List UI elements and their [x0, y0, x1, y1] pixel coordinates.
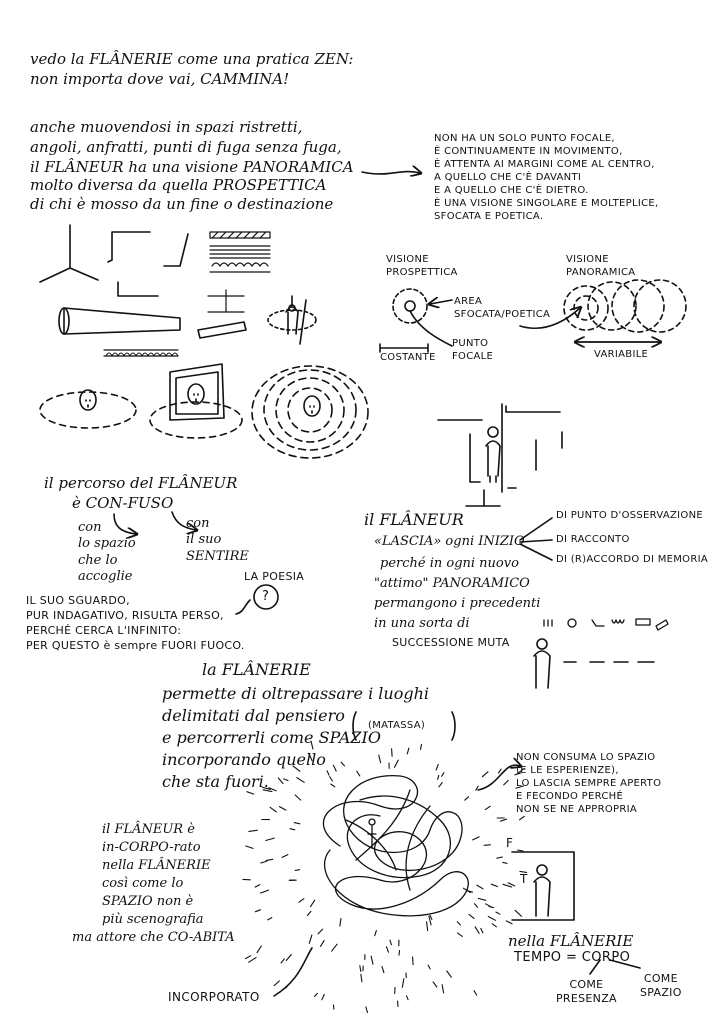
- panorama-line-3: il FLÂNEUR ha una visione PANORAMICA: [30, 158, 354, 176]
- consuma-line-5: NON SE NE APPROPRIA: [516, 804, 638, 815]
- area-label: AREA SFOCATA/POETICA: [454, 296, 551, 320]
- percorso-line-1: il percorso del FLÂNEUR: [44, 474, 238, 492]
- scatter-dash: [281, 959, 284, 963]
- scatter-dash: [421, 744, 422, 749]
- t-label: T: [520, 872, 528, 886]
- scatter-dash: [427, 922, 428, 931]
- scatter-dash: [469, 914, 474, 918]
- lascia-title: il FLÂNEUR: [364, 510, 464, 529]
- scatter-dash: [318, 929, 323, 934]
- tangle-matassa: [323, 776, 468, 916]
- consuma-line-4: E FECONDO PERCHÉ: [516, 791, 624, 802]
- lascia-text-2: "attimo" PANORAMICO: [374, 576, 530, 591]
- sguardo-line-4: PER QUESTO è sempre FUORI FUOCO.: [26, 639, 245, 652]
- scatter-dash: [485, 806, 490, 809]
- scatter-dash: [332, 944, 338, 951]
- costante-label: COSTANTE: [380, 352, 436, 363]
- panorama-line-4: molto diversa da quella PROSPETTICA: [30, 176, 327, 194]
- scatter-dash: [327, 771, 329, 775]
- scatter-dash: [503, 884, 512, 887]
- focal-note-4: A QUELLO CHE C'È DAVANTI: [434, 172, 582, 183]
- incorporato-line-5: SPAZIO non è: [102, 894, 194, 909]
- intro-line-1: vedo la FLÂNERIE come una pratica ZEN:: [30, 50, 354, 68]
- scatter-dash: [357, 771, 360, 776]
- focal-note-1: NON HA UN SOLO PUNTO FOCALE,: [434, 133, 615, 144]
- scatter-dash: [322, 994, 325, 999]
- face-in-frame: [150, 364, 242, 438]
- scatter-dash: [488, 917, 495, 921]
- scattered-dashes: [243, 742, 527, 1013]
- scatter-dash: [458, 933, 463, 936]
- succession-icons: [544, 619, 668, 630]
- incorporato-line-3: nella FLÂNERIE: [102, 858, 211, 873]
- tempo-line-1: nella FLÂNERIE: [508, 932, 634, 950]
- scatter-dash: [457, 922, 460, 925]
- scatter-dash: [249, 830, 257, 831]
- punto-label: PUNTO FOCALE: [452, 338, 494, 362]
- scatter-dash: [315, 993, 318, 996]
- scatter-dash: [299, 899, 304, 903]
- lascia-text-5: SUCCESSIONE MUTA: [392, 636, 510, 649]
- lascia-line: «LASCIA» ogni INIZIO: [374, 534, 525, 549]
- scatter-dash: [447, 971, 452, 977]
- scatter-dash: [500, 819, 506, 821]
- scatter-dash: [341, 762, 344, 766]
- sguardo-line-2: PUR INDAGATIVO, RISULTA PERSO,: [26, 609, 224, 622]
- scatter-dash: [467, 891, 472, 893]
- face-center: [304, 396, 320, 416]
- face-in-ellipse: [40, 390, 136, 428]
- variabile-label: VARIABILE: [594, 349, 649, 360]
- tempo-line-2: TEMPO = CORPO: [514, 950, 631, 965]
- intro-line-2: non importa dove vai, CAMMINA!: [30, 70, 290, 88]
- scatter-dash: [413, 957, 414, 965]
- scatter-dash: [499, 769, 502, 773]
- percorso-branch-right-text: con il suo SENTIRE: [186, 516, 249, 564]
- consuma-line-2: (E LE ESPERIENZE),: [516, 765, 619, 776]
- scatter-dash: [282, 855, 288, 858]
- scatter-dash: [270, 807, 276, 812]
- percorso-line-2: è CON-FUSO: [72, 494, 174, 512]
- scatter-dash: [371, 956, 373, 964]
- lascia-branch-1: DI PUNTO D'OSSERVAZIONE: [556, 510, 703, 521]
- scatter-dash: [475, 904, 478, 908]
- scatter-dash: [491, 884, 497, 886]
- scatter-dash: [477, 885, 483, 889]
- consuma-line-3: LO LASCIA SEMPRE APERTO: [516, 778, 662, 789]
- sguardo-line-3: PERCHÉ CERCA L'INFINITO:: [26, 624, 182, 637]
- scatter-dash: [375, 931, 377, 936]
- lascia-branch-3: DI (R)ACCORDO DI MEMORIA: [556, 554, 708, 565]
- focal-note-5: E A QUELLO CHE C'È DIETRO.: [434, 185, 589, 196]
- scatter-dash: [295, 870, 299, 871]
- scatter-dash: [433, 982, 437, 987]
- flanerie-line-5: incorporando quello: [162, 750, 326, 769]
- scatter-dash: [333, 765, 336, 771]
- scatter-dash: [278, 778, 283, 784]
- incorporato-line-2: in-CORPO-rato: [102, 840, 201, 855]
- percorso-branch-left-text: con lo spazio che lo accoglie: [78, 520, 136, 584]
- scatter-dash: [430, 915, 432, 919]
- lascia-branch-2: DI RACCONTO: [556, 534, 630, 545]
- scatter-dash: [398, 1001, 399, 1006]
- consuma-line-1: NON CONSUMA LO SPAZIO: [516, 752, 656, 763]
- scatter-dash: [465, 797, 469, 800]
- scatter-dash: [503, 862, 507, 863]
- scatter-dash: [284, 779, 288, 781]
- scatter-dash: [504, 780, 509, 785]
- scatter-dash: [246, 956, 251, 959]
- focal-note-7: SFOCATA E POETICA.: [434, 211, 544, 222]
- f-label: F: [506, 836, 514, 850]
- flanerie-line-2: permette di oltrepassare i luoghi: [162, 684, 430, 703]
- scatter-dash: [247, 792, 254, 794]
- prospettica-diagram: [380, 289, 452, 352]
- lascia-text-4: in una sorta di: [374, 616, 470, 631]
- focal-note-6: È UNA VISIONE SINGOLARE E MOLTEPLICE,: [434, 198, 659, 209]
- scatter-dash: [379, 755, 381, 763]
- corridor-figure: [438, 404, 562, 506]
- face-in-swirl: [252, 366, 368, 458]
- incorporato-bottom-label: INCORPORATO: [168, 990, 260, 1004]
- panorama-line-5: di chi è mosso da un fine o destinazione: [30, 195, 334, 213]
- scatter-dash: [382, 967, 384, 973]
- incorporato-line-7: ma attore che CO-ABITA: [72, 930, 235, 945]
- scatter-dash: [407, 996, 409, 1000]
- scatter-dash: [496, 912, 500, 914]
- scatter-dash: [395, 760, 399, 767]
- incorporato-line-1: il FLÂNEUR è: [102, 822, 195, 837]
- scatter-dash: [439, 783, 442, 787]
- scatter-dash: [255, 885, 260, 888]
- scatter-dash: [520, 816, 525, 820]
- poesia-label: LA POESIA: [244, 570, 305, 583]
- scatter-dash: [297, 778, 304, 783]
- focal-note-3: È ATTENTA AI MARGINI COME AL CENTRO,: [434, 159, 655, 170]
- scatter-dash: [518, 850, 524, 851]
- scatter-dash: [249, 958, 256, 963]
- scatter-dash: [399, 951, 400, 956]
- scatter-dash: [515, 910, 521, 916]
- scatter-dash: [330, 777, 333, 781]
- scatter-dash: [361, 974, 362, 982]
- scatter-dash: [436, 764, 438, 770]
- scatter-dash: [294, 823, 300, 824]
- hatched-blocks: [210, 232, 270, 272]
- panorama-line-1: anche muovendosi in spazi ristretti,: [30, 118, 303, 136]
- scatter-dash: [311, 900, 315, 906]
- sguardo-line-1: IL SUO SGUARDO,: [26, 594, 130, 607]
- scatter-dash: [489, 907, 494, 908]
- incorporato-line-4: così come lo: [102, 876, 184, 891]
- flanerie-line-4: e percorrerli come SPAZIO: [162, 728, 381, 747]
- scatter-dash: [475, 927, 479, 934]
- scatter-dash: [331, 784, 335, 787]
- scatter-dash: [442, 985, 444, 993]
- incorporato-line-6: più scenografia: [102, 912, 204, 927]
- scatter-dash: [402, 979, 404, 988]
- scatter-dash: [340, 919, 341, 927]
- scatter-dash: [484, 845, 490, 846]
- consuma-arrow: [478, 765, 520, 790]
- scatter-dash: [246, 846, 253, 848]
- scatter-dash: [481, 928, 483, 933]
- scatter-dash: [295, 795, 301, 800]
- telescope-sketch: [59, 308, 246, 356]
- scatter-dash: [438, 775, 439, 779]
- scatter-dash: [428, 965, 430, 969]
- scatter-dash: [321, 941, 325, 947]
- flanerie-line-6: che sta fuori.: [162, 772, 269, 791]
- matassa-label: (MATASSA): [368, 720, 426, 731]
- tempo-left: COME PRESENZA: [556, 978, 617, 1005]
- panoramica-diagram: [564, 280, 686, 332]
- lascia-text-3: permangono i precedenti: [374, 596, 541, 611]
- tempo-right: COME SPAZIO: [640, 972, 682, 999]
- scatter-dash: [392, 749, 393, 757]
- scatter-dash: [286, 955, 291, 961]
- scatter-dash: [482, 772, 488, 777]
- scatter-dash: [257, 946, 261, 953]
- scatter-dash: [308, 911, 311, 915]
- succession-figure: [534, 639, 654, 688]
- scatter-dash: [261, 890, 269, 893]
- scatter-dash: [442, 773, 444, 777]
- scatter-dash: [473, 837, 480, 840]
- lascia-text-1: perché in ogni nuovo: [380, 556, 519, 571]
- panoramica-title: VISIONE PANORAMICA: [566, 254, 636, 278]
- scatter-dash: [478, 898, 485, 900]
- scatter-dash: [506, 921, 512, 924]
- scatter-dash: [497, 857, 503, 858]
- focal-note-2: È CONTINUAMENTE IN MOVIMENTO,: [434, 146, 623, 157]
- scatter-dash: [407, 748, 409, 754]
- scatter-dash: [366, 1007, 368, 1013]
- scatter-dash: [290, 829, 295, 830]
- scatter-dash: [266, 859, 272, 860]
- scatter-dash: [390, 940, 392, 945]
- scatter-dash: [255, 910, 260, 912]
- scatter-dash: [474, 991, 477, 996]
- panorama-line-2: angoli, anfratti, punti di fuga senza fuga,: [30, 138, 342, 156]
- scatter-dash: [360, 966, 361, 972]
- scatter-dash: [309, 935, 312, 943]
- arrow-to-focal-note: [362, 172, 420, 174]
- scatter-dash: [387, 947, 389, 952]
- poesia-bubble: [236, 585, 278, 614]
- scatter-dash: [261, 861, 267, 863]
- figure-with-halo: [268, 296, 316, 344]
- scatter-dash: [266, 838, 275, 840]
- poesia-question-mark: ?: [262, 589, 270, 604]
- flanerie-line-1: la FLÂNERIE: [202, 660, 311, 679]
- scatter-dash: [492, 924, 496, 927]
- scatter-dash: [274, 981, 279, 986]
- scatter-dash: [508, 883, 514, 886]
- prospettica-title: VISIONE PROSPETTICA: [386, 254, 458, 278]
- scatter-dash: [280, 807, 286, 811]
- flanerie-line-3: delimitati dal pensiero: [162, 706, 345, 725]
- scatter-dash: [268, 918, 272, 920]
- incorporato-line: [274, 948, 312, 996]
